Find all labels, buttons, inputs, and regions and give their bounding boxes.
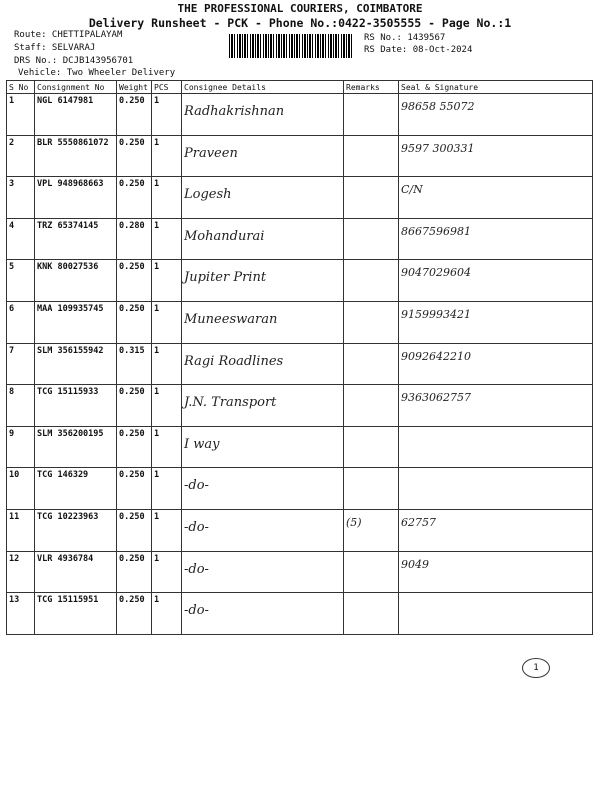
cell-remarks [344,177,399,219]
cell-remarks-text: (5) [346,515,362,529]
cell-sno-text: 12 [9,553,20,564]
cell-consignee-text: Mohandurai [184,228,265,244]
cell-pcs-text: 1 [154,179,160,190]
cell-consignee-text: Praveen [184,145,238,161]
table-row [7,426,593,468]
cell-remarks [344,385,399,427]
cell-signature-text: 9049 [401,557,429,571]
cell-sno [7,509,35,551]
cell-consignee [182,426,344,468]
table-row [7,301,593,343]
cell-consignee-text: -do- [184,561,209,577]
cell-consignment [35,260,117,302]
cell-consignment [35,551,117,593]
cell-consignee [182,385,344,427]
rs-number: RS No.: 1439567 [364,33,446,43]
cell-consignee-text: Muneeswaran [184,311,278,327]
cell-consignee [182,94,344,136]
cell-sno [7,426,35,468]
cell-weight-text: 0.250 [119,387,145,398]
cell-weight-text: 0.250 [119,303,145,314]
cell-weight [117,177,152,219]
cell-consignment-text: VLR 4936784 [37,553,94,564]
cell-signature [399,551,593,593]
cell-consignment [35,94,117,136]
cell-pcs [152,509,182,551]
runsheet-table [6,80,593,635]
cell-consignee-text: Ragi Roadlines [184,353,284,369]
cell-consignment [35,343,117,385]
cell-remarks [344,551,399,593]
cell-consignee [182,551,344,593]
cell-pcs [152,426,182,468]
cell-pcs [152,177,182,219]
rs-date: RS Date: 08-Oct-2024 [364,45,473,55]
cell-signature [399,426,593,468]
cell-consignment-text: KNK 80027536 [37,262,99,273]
table-row [7,94,593,136]
cell-consignee-text: I way [184,436,220,452]
cell-weight-text: 0.250 [119,428,145,439]
cell-pcs-text: 1 [154,220,160,231]
drs-number: DRS No.: DCJB143956701 [14,56,134,66]
cell-sno-text: 6 [9,303,15,314]
cell-sno [7,301,35,343]
staff-label: Staff: SELVARAJ [14,43,96,53]
cell-weight [117,343,152,385]
cell-sno [7,135,35,177]
cell-sno [7,385,35,427]
cell-weight [117,426,152,468]
cell-consignment-text: TCG 146329 [37,470,89,481]
cell-signature [399,135,593,177]
cell-remarks [344,218,399,260]
table-row [7,260,593,302]
cell-consignment-text: MAA 109935745 [37,303,104,314]
cell-weight-text: 0.250 [119,262,145,273]
company-name: THE PROFESSIONAL COURIERS, COIMBATORE [177,2,423,15]
cell-signature-text: 9092642210 [401,349,471,363]
cell-signature [399,343,593,385]
cell-consignment [35,593,117,635]
cell-signature [399,385,593,427]
cell-sno [7,94,35,136]
cell-consignee-text: -do- [184,478,209,494]
cell-consignment [35,135,117,177]
page-mark: 1 [522,658,550,678]
cell-consignment-text: TCG 10223963 [37,511,99,522]
cell-weight [117,94,152,136]
cell-pcs-text: 1 [154,511,160,522]
col-weight: Weight [117,81,152,94]
cell-weight-text: 0.250 [119,553,145,564]
cell-pcs-text: 1 [154,262,160,273]
cell-consignee [182,260,344,302]
cell-consignee [182,343,344,385]
cell-remarks [344,301,399,343]
cell-pcs [152,135,182,177]
cell-signature [399,301,593,343]
route-label: Route: CHETTIPALAYAM [14,30,123,40]
cell-weight-text: 0.315 [119,345,145,356]
table-row [7,343,593,385]
cell-consignee [182,468,344,510]
cell-pcs [152,218,182,260]
cell-consignment [35,385,117,427]
barcode [229,34,354,58]
cell-consignment [35,218,117,260]
cell-signature-text: 9597 300331 [401,141,475,155]
cell-pcs [152,94,182,136]
cell-sno [7,593,35,635]
cell-weight [117,260,152,302]
cell-sno [7,218,35,260]
cell-weight-text: 0.250 [119,595,145,606]
cell-pcs-text: 1 [154,428,160,439]
cell-pcs [152,385,182,427]
vehicle-label: Vehicle: Two Wheeler Delivery [18,68,176,78]
cell-pcs-text: 1 [154,595,160,606]
cell-weight [117,468,152,510]
cell-sno-text: 11 [9,511,20,522]
cell-consignment-text: VPL 948968663 [37,179,104,190]
cell-consignment [35,301,117,343]
cell-weight-text: 0.250 [119,179,145,190]
cell-weight-text: 0.250 [119,511,145,522]
cell-signature [399,593,593,635]
cell-pcs-text: 1 [154,553,160,564]
cell-weight [117,385,152,427]
cell-sno-text: 13 [9,595,20,606]
cell-sno [7,468,35,510]
cell-weight-text: 0.250 [119,470,145,481]
cell-sno-text: 5 [9,262,15,273]
table-row [7,509,593,551]
col-remarks: Remarks [344,81,399,94]
cell-consignee-text: Jupiter Print [184,270,267,286]
cell-weight [117,218,152,260]
cell-consignment-text: TCG 15115951 [37,595,99,606]
cell-sno-text: 2 [9,137,15,148]
cell-remarks [344,468,399,510]
cell-consignment-text: TCG 15115933 [37,387,99,398]
cell-weight-text: 0.250 [119,96,145,106]
cell-pcs [152,551,182,593]
cell-pcs [152,468,182,510]
cell-weight [117,551,152,593]
cell-consignment-text: NGL 6147981 [37,96,94,106]
cell-weight-text: 0.280 [119,220,145,231]
cell-weight [117,593,152,635]
cell-consignee-text: Radhakrishnan [184,104,285,119]
cell-signature-text: 8667596981 [401,224,471,238]
cell-pcs [152,301,182,343]
cell-consignee-text: -do- [184,603,209,619]
cell-remarks [344,260,399,302]
cell-signature-text: 9159993421 [401,307,471,321]
cell-signature-text: 98658 55072 [401,100,475,113]
cell-signature [399,94,593,136]
cell-consignee [182,593,344,635]
cell-weight-text: 0.250 [119,137,145,148]
cell-consignee [182,301,344,343]
cell-pcs-text: 1 [154,96,160,106]
cell-signature-text: 62757 [401,515,436,529]
cell-consignee-text: J.N. Transport [184,395,277,411]
table-row [7,468,593,510]
cell-weight [117,301,152,343]
cell-consignee-text: Logesh [184,187,232,203]
cell-signature [399,177,593,219]
cell-pcs [152,343,182,385]
cell-consignee [182,218,344,260]
cell-signature [399,218,593,260]
col-sno: S No [7,81,35,94]
cell-pcs-text: 1 [154,303,160,314]
table-row [7,385,593,427]
table-row [7,218,593,260]
cell-signature [399,509,593,551]
cell-consignment [35,177,117,219]
cell-pcs [152,260,182,302]
cell-consignee [182,135,344,177]
cell-sno [7,343,35,385]
cell-consignment-text: SLM 356200195 [37,428,104,439]
cell-weight [117,135,152,177]
cell-pcs-text: 1 [154,470,160,481]
cell-signature [399,468,593,510]
cell-consignment-text: BLR 5550861072 [37,137,109,148]
cell-consignee-text: -do- [184,519,209,535]
cell-sno-text: 10 [9,470,20,481]
cell-pcs [152,593,182,635]
cell-signature-text: 9363062757 [401,391,471,405]
cell-sno [7,177,35,219]
cell-pcs-text: 1 [154,387,160,398]
cell-sno [7,260,35,302]
cell-signature-text: 9047029604 [401,266,471,280]
cell-remarks [344,593,399,635]
cell-sno-text: 9 [9,428,15,439]
cell-pcs-text: 1 [154,137,160,148]
table-row [7,551,593,593]
col-consignment: Consignment No [35,81,117,94]
cell-consignee [182,509,344,551]
cell-sno [7,551,35,593]
cell-sno-text: 8 [9,387,15,398]
col-consignee: Consignee Details [182,81,344,94]
cell-sno-text: 1 [9,96,15,106]
cell-remarks [344,509,399,551]
cell-signature [399,260,593,302]
cell-remarks [344,426,399,468]
cell-remarks [344,343,399,385]
cell-remarks [344,94,399,136]
cell-weight [117,509,152,551]
table-row [7,593,593,635]
col-pcs: PCS [152,81,182,94]
cell-sno-text: 7 [9,345,15,356]
cell-consignment-text: TRZ 65374145 [37,220,99,231]
runsheet-title: Delivery Runsheet - PCK - Phone No.:0422-3505555 - Page No.:1 [88,16,512,30]
cell-consignment [35,468,117,510]
cell-signature-text: C/N [401,183,423,197]
cell-remarks [344,135,399,177]
col-signature: Seal & Signature [399,81,593,94]
cell-consignment-text: SLM 356155942 [37,345,104,356]
table-row [7,135,593,177]
table-row [7,177,593,219]
cell-consignee [182,177,344,219]
cell-sno-text: 3 [9,179,15,190]
cell-sno-text: 4 [9,220,15,231]
cell-consignment [35,426,117,468]
cell-consignment [35,509,117,551]
cell-pcs-text: 1 [154,345,160,356]
